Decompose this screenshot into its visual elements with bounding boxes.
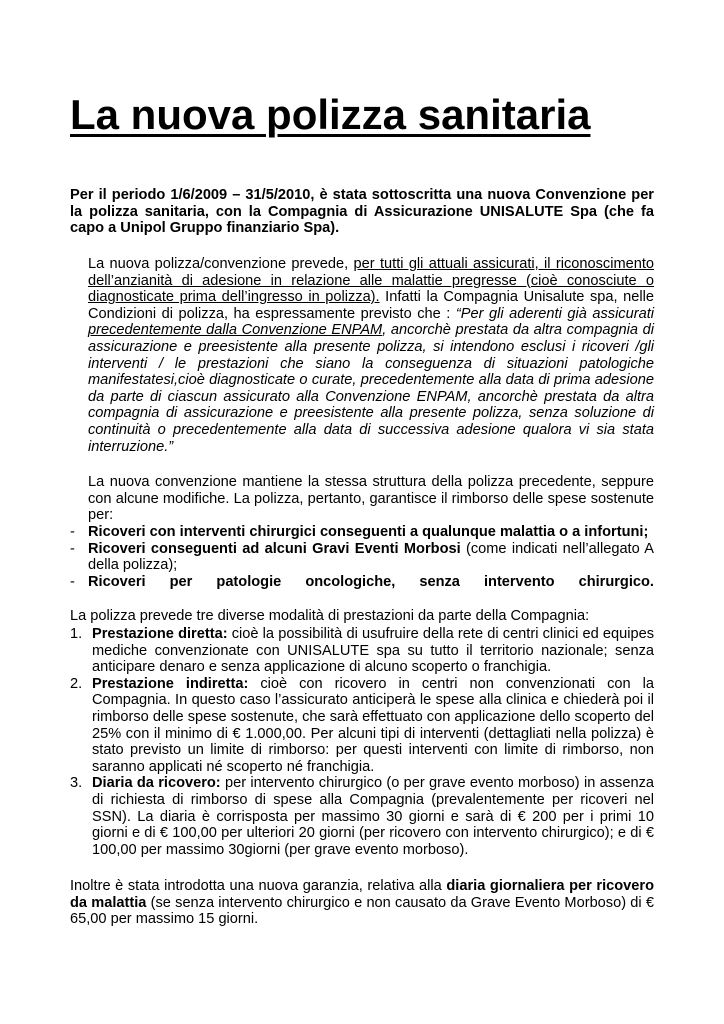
list-item [70,775,654,858]
para1-middle: Infatti la Compagnia Unisalute spa, nelle Condizioni di polizza, ha espressamente previsto che : [88,289,654,322]
new-guarantee-paragraph [70,878,654,928]
para4-bold: diaria giornaliera per ricovero da malattia [70,878,654,911]
dash-marker: - [70,524,75,540]
list-item-bold: Prestazione indiretta: [92,675,249,692]
para1-underlined-text: per tutti gli attuali assicurati, il riconoscimento dell’anzianità di adesione in relazione alle malattie pregresse (cioè conosciute o diagnosticate prima dell’ingresso in polizza). [88,256,655,306]
list-item [70,541,654,574]
policy-description-paragraph [88,256,654,455]
para1-quote-end: , ancorchè prestata da altra compagnia di assicurazione e preesistente alla presente polizza, si intendono esclusi i ricoveri /gli interventi / le prestazioni che siano la conseguenza di situazioni patologiche manifestatesi,cioè diagnosticate o curate, precedentemente alla data di prima adesione da parte di ciascun assicurato alla Convenzione ENPAM, ancorchè prestata da altra compagnia di assicurazione e preesistente alla presente polizza, senza soluzione di continuità o precedentemente alla data di successiva adesione qualora vi sia stata interruzione.” [88,322,654,455]
page-title: La nuova polizza sanitaria [70,91,591,138]
list-item-bold: Diaria da ricovero: [92,775,221,792]
intro-paragraph: Per il periodo 1/6/2009 – 31/5/2010, è stata sottoscritta una nuova Convenzione per la polizza sanitaria, con la Compagnia di Assicurazione UNISALUTE Spa (che fa capo a Unipol Gruppo finanziario Spa). [70,187,654,237]
list-item [70,676,654,776]
list-item-text: cioè la possibilità di usufruire della rete di centri clinici ed equipes mediche convenzionate con UNISALUTE spa su tutto il territorio nazionale; senza anticipare denaro e senza applicazione di alcuno scoperto o franchigia. [92,626,654,676]
list-item [70,574,654,591]
para4-rest: (se senza intervento chirurgico e non causato da Grave Evento Morboso) di € 65,00 per massimo 15 giorni. [70,894,654,928]
para1-quote-start: “Per gli aderenti già assicurati [455,305,654,322]
list-item-bold: Ricoveri per patologie oncologiche, senza intervento chirurgico. [88,573,654,590]
para1-lead: La nuova polizza/convenzione prevede, [88,256,354,272]
structure-paragraph: La nuova convenzione mantiene la stessa struttura della polizza precedente, seppure con alcune modifiche. La polizza, pertanto, garantisce il rimborso delle spese sostenute per: [88,474,654,524]
list-item-bold: Ricoveri con interventi chirurgici conseguenti a qualunque malattia o a infortuni; [88,524,649,540]
dash-marker: - [70,573,75,590]
para1-quote-underlined: precedentemente dalla Convenzione ENPAM [88,322,383,339]
list-item-bold: Prestazione diretta: [92,626,228,642]
number-marker: 2. [70,675,83,692]
list-item-bold: Ricoveri conseguenti ad alcuni Gravi Eventi Morbosi [88,540,461,557]
list-item-text: per intervento chirurgico (o per grave evento morboso) in assenza di richiesta di rimborso di spese alla Compagnia (prevalentemente per ricoveri nel SSN). La diaria è corrisposta per massimo 30 giorni e sarà di € 200 per i primi 10 giorni e di € 100,00 per ulteriori 20 giorni (per ricovero con intervento chirurgico); e di € 100,00 per massimo 30giorni (per grave evento morboso). [92,775,654,858]
dash-marker: - [70,540,75,557]
list-item-text: cioè con ricovero in centri non convenzionati con la Compagnia. In questo caso l’assicurato anticiperà le spese alla clinica e chiederà poi il rimborso delle spese sostenute, che sarà effettuato con applicazione dello scoperto del 25% con il minimo di € 1.000,00. Per alcuni tipi di interventi (dettagliati nella polizza) è stato previsto un limite di rimborso: per questi interventi con limite di rimborso, non saranno applicati né scoperto né franchigia. [92,675,654,775]
number-marker: 3. [70,775,83,792]
coverage-list [70,524,654,590]
list-item [70,626,654,676]
modalities-paragraph: La polizza prevede tre diverse modalità di prestazioni da parte della Compagnia: [70,608,590,624]
modalities-list [70,626,654,858]
list-item [70,524,654,541]
list-item-text: (come indicati nell’allegato A della polizza); [88,540,655,574]
number-marker: 1. [70,626,83,642]
para4-lead: Inoltre è stata introdotta una nuova garanzia, relativa alla [70,878,447,894]
